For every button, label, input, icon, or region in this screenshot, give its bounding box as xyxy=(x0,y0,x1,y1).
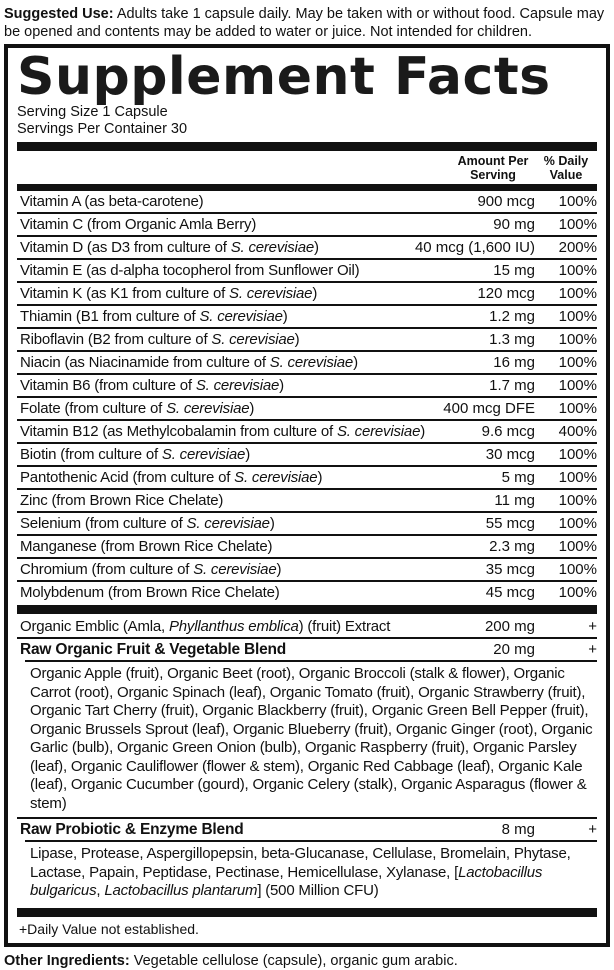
nutrient-name xyxy=(17,329,440,350)
text-segment: , xyxy=(96,882,105,899)
nutrient-amount: 55 mcg xyxy=(485,515,535,532)
column-headers xyxy=(17,151,597,184)
nutrient-name xyxy=(17,819,440,840)
text-segment: Chromium (from culture of xyxy=(20,561,194,578)
species-name-italic: S. cerevisiae xyxy=(234,469,318,486)
text-segment: Folate (from culture of xyxy=(20,400,167,417)
text-segment: ) xyxy=(317,469,323,486)
nutrient-row xyxy=(17,421,597,442)
nutrient-dv: + xyxy=(588,821,597,838)
nutrient-amount: 8 mg xyxy=(501,821,535,838)
text-segment: ) xyxy=(294,331,300,348)
nutrient-name xyxy=(17,616,440,637)
species-name-italic: S. cerevisiae xyxy=(166,400,250,417)
nutrient-dv: 100% xyxy=(558,561,597,578)
nutrient-amount: 1.2 mg xyxy=(489,308,535,325)
species-name-italic: S. cerevisiae xyxy=(269,354,354,371)
species-name-italic: S. cerevisiae xyxy=(193,561,277,578)
nutrient-row xyxy=(17,260,597,281)
text-segment: Vitamin D (as D3 from culture of xyxy=(20,239,231,256)
nutrient-name xyxy=(17,375,440,396)
nutrient-amount: 35 mcg xyxy=(485,561,535,578)
nutrient-dv: 100% xyxy=(558,469,597,486)
nutrient-dv: 100% xyxy=(558,331,597,348)
nutrient-name xyxy=(17,191,440,212)
nutrient-name xyxy=(17,490,440,511)
nutrient-dv: + xyxy=(588,618,597,635)
nutrient-row xyxy=(17,467,597,488)
text-segment: ) xyxy=(312,285,318,302)
nutrient-row xyxy=(17,283,597,304)
blend-header-row xyxy=(17,819,597,840)
other-ingredients-label: Other Ingredients: xyxy=(4,952,130,969)
text-segment: ] (500 Million CFU) xyxy=(257,882,379,899)
nutrient-name xyxy=(17,214,440,235)
panel-title: Supplement Facts xyxy=(17,47,551,107)
nutrient-amount: 400 mcg DFE xyxy=(443,400,535,417)
species-name-italic: Lactobacillus plantarum xyxy=(104,882,258,899)
species-name-italic: S. cerevisiae xyxy=(161,446,246,463)
nutrient-name xyxy=(17,559,440,580)
nutrient-name xyxy=(17,283,440,304)
text-segment: Organic Emblic (Amla, xyxy=(20,618,169,635)
text-segment: ) xyxy=(269,515,275,532)
nutrient-dv: 100% xyxy=(558,538,597,555)
nutrient-row xyxy=(17,191,597,212)
nutrient-amount: 11 mg xyxy=(494,492,535,509)
species-name-italic: Phyllanthus emblica xyxy=(168,618,299,635)
text-segment: Vitamin E (as d-alpha tocopherol from Sunflower Oil) xyxy=(20,262,360,279)
nutrient-amount: 1.7 mg xyxy=(489,377,535,394)
nutrient-dv: 100% xyxy=(558,193,597,210)
nutrient-amount: 40 mcg (1,600 IU) xyxy=(414,239,535,256)
text-segment: Raw Organic Fruit & Vegetable Blend xyxy=(20,641,287,658)
species-name-italic: S. cerevisiae xyxy=(195,377,280,394)
nutrient-dv: 100% xyxy=(558,446,597,463)
text-segment: Vitamin B6 (from culture of xyxy=(20,377,196,394)
text-segment: Thiamin (B1 from culture of xyxy=(20,308,200,325)
nutrient-name xyxy=(17,582,440,603)
nutrient-row xyxy=(17,375,597,396)
nutrient-dv: 100% xyxy=(558,354,597,371)
serving-size: Serving Size 1 Capsule xyxy=(17,104,168,120)
nutrient-name xyxy=(17,260,440,281)
nutrient-amount: 16 mg xyxy=(493,354,535,371)
text-segment: Vitamin A (as beta-carotene) xyxy=(20,193,204,210)
text-segment: ) xyxy=(313,239,319,256)
text-segment: ) xyxy=(420,423,426,440)
nutrient-dv: 100% xyxy=(558,584,597,601)
nutrient-row xyxy=(17,237,597,258)
footnote-divider-bar xyxy=(17,908,597,917)
dv-column-header: % Daily Value xyxy=(543,154,589,182)
nutrient-amount: 20 mg xyxy=(493,641,535,658)
text-segment: ) xyxy=(353,354,358,371)
text-segment: Riboflavin (B2 from culture of xyxy=(20,331,212,348)
blend-header-row xyxy=(17,639,597,660)
nutrient-amount: 2.3 mg xyxy=(489,538,535,555)
nutrient-name xyxy=(17,306,440,327)
header-divider-bar-2 xyxy=(17,184,597,191)
nutrient-name xyxy=(17,444,440,465)
species-name-italic: Lactobacillus bulgaricus xyxy=(30,863,543,899)
text-segment: Zinc (from Brown Rice Chelate) xyxy=(20,492,224,509)
nutrient-dv: 100% xyxy=(558,285,597,302)
nutrient-row xyxy=(17,398,597,419)
species-name-italic: S. cerevisiae xyxy=(230,239,314,256)
nutrient-dv: 100% xyxy=(558,492,597,509)
other-ingredients-text: Vegetable cellulose (capsule), organic gum arabic. xyxy=(129,952,458,969)
nutrient-dv: 200% xyxy=(558,239,597,256)
nutrient-amount: 9.6 mcg xyxy=(481,423,535,440)
nutrient-amount: 120 mcg xyxy=(477,285,535,302)
text-segment: Manganese (from Brown Rice Chelate) xyxy=(20,538,273,555)
nutrient-row xyxy=(17,444,597,465)
text-segment: Molybdenum (from Brown Rice Chelate) xyxy=(20,584,280,601)
nutrient-amount: 45 mcg xyxy=(485,584,535,601)
suggested-use-label: Suggested Use: xyxy=(4,6,114,22)
text-segment: Pantothenic Acid (from culture of xyxy=(20,469,235,486)
nutrient-amount: 30 mcg xyxy=(485,446,535,463)
supplement-facts-panel xyxy=(4,44,610,947)
nutrient-dv: 400% xyxy=(558,423,597,440)
text-segment: Vitamin C (from Organic Amla Berry) xyxy=(20,216,257,233)
species-name-italic: S. cerevisiae xyxy=(186,515,270,532)
text-segment: Niacin (as Niacinamide from culture of xyxy=(20,354,270,371)
nutrient-row xyxy=(17,582,597,603)
nutrient-row xyxy=(17,352,597,373)
species-name-italic: S. cerevisiae xyxy=(336,423,421,440)
nutrient-dv: 100% xyxy=(558,216,597,233)
text-segment: Biotin (from culture of xyxy=(20,446,162,463)
section-divider-bar xyxy=(17,605,597,614)
nutrient-dv: 100% xyxy=(558,308,597,325)
nutrient-row xyxy=(17,306,597,327)
text-segment: ) xyxy=(249,400,255,417)
text-segment: ) xyxy=(245,446,250,463)
dv-footnote: +Daily Value not established. xyxy=(19,920,199,937)
nutrient-dv: 100% xyxy=(558,377,597,394)
nutrient-name xyxy=(17,237,415,258)
nutrient-row xyxy=(17,214,597,235)
nutrient-name xyxy=(17,352,440,373)
blend-ingredients xyxy=(17,662,597,817)
species-name-italic: S. cerevisiae xyxy=(229,285,313,302)
nutrient-name xyxy=(17,513,440,534)
nutrient-dv: + xyxy=(588,641,597,658)
nutrient-name xyxy=(17,398,440,419)
nutrient-row xyxy=(17,536,597,557)
nutrient-row xyxy=(17,513,597,534)
nutrient-amount: 900 mcg xyxy=(477,193,535,210)
nutrient-row xyxy=(17,490,597,511)
text-segment: ) (fruit) Extract xyxy=(298,618,391,635)
nutrient-dv: 100% xyxy=(558,515,597,532)
nutrient-amount: 200 mg xyxy=(484,618,535,635)
suggested-use xyxy=(4,5,610,41)
text-segment: Vitamin B12 (as Methylcobalamin from culture of xyxy=(20,423,337,440)
text-segment: ) xyxy=(276,561,282,578)
species-name-italic: S. cerevisiae xyxy=(199,308,283,325)
nutrient-amount: 5 mg xyxy=(501,469,535,486)
amount-column-header: Amount Per Serving xyxy=(457,154,529,182)
nutrient-row xyxy=(17,329,597,350)
servings-per-container: Servings Per Container 30 xyxy=(17,120,188,137)
text-segment: Lipase, Protease, Aspergillopepsin, beta-Glucanase, Cellulase, Bromelain, Phytase, Lactase, Papain, Peptidase, Pectinase, Hemicellulase, Xylanase, [ xyxy=(30,845,571,881)
text-segment: Selenium (from culture of xyxy=(20,515,187,532)
text-segment: ) xyxy=(282,308,288,325)
nutrient-name xyxy=(17,421,440,442)
nutrient-name xyxy=(17,639,440,660)
text-segment: Vitamin K (as K1 from culture of xyxy=(20,285,230,302)
nutrient-name xyxy=(17,536,440,557)
text-segment: Organic Apple (fruit), Organic Beet (root), Organic Broccoli (stalk & flower), Organic Carrot (root), Organic Spinach (leaf), Organic Tomato (fruit), Organic Strawberry (fruit), Organic Tart Cherry (fruit), Organic Blackberry (fruit), Organic Green Bell Pepper (fruit), Organic Brussels Sprout (leaf), Organic Blueberry (fruit), Organic Ginger (root), Organic Garlic (bulb), Organic Green Onion (bulb), Organic Raspberry (fruit), Organic Parsley (leaf), Organic Cauliflower (flower & stem), Organic Red Cabbage (leaf), Organic Kale (leaf), Organic Cucumber (gourd), Organic Celery (stalk), Organic Asparagus (flower & stem) xyxy=(30,665,593,812)
text-segment: Raw Probiotic & Enzyme Blend xyxy=(20,821,244,838)
nutrient-dv: 100% xyxy=(558,262,597,279)
nutrient-dv: 100% xyxy=(558,400,597,417)
blend-ingredients xyxy=(17,842,597,905)
nutrient-row xyxy=(17,559,597,580)
header-divider-bar xyxy=(17,142,597,151)
other-ingredients xyxy=(4,952,610,970)
nutrient-amount: 90 mg xyxy=(493,216,535,233)
species-name-italic: S. cerevisiae xyxy=(211,331,295,348)
nutrient-amount: 15 mg xyxy=(493,262,535,279)
nutrient-amount: 1.3 mg xyxy=(489,331,535,348)
nutrient-name xyxy=(17,467,440,488)
nutrient-table xyxy=(17,191,597,905)
nutrient-row xyxy=(17,616,597,637)
text-segment: ) xyxy=(279,377,284,394)
suggested-use-text: Adults take 1 capsule daily. May be taken with or without food. Capsule may be opened and contents may be added to water or juice. Not intended for children. xyxy=(4,6,605,40)
